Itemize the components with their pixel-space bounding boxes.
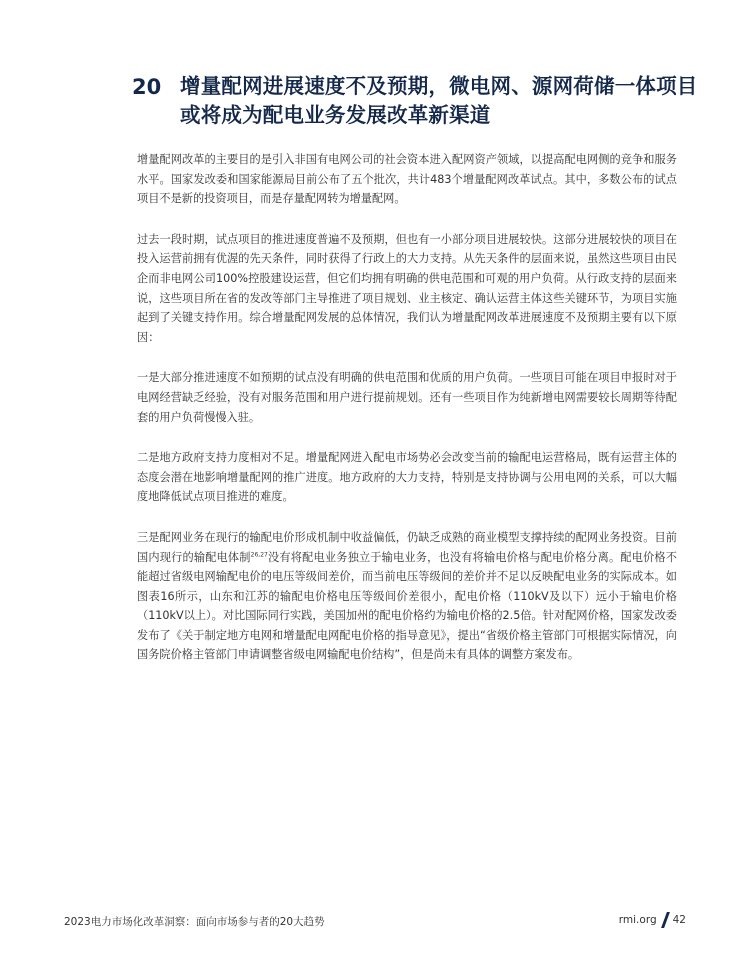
footer-site-link[interactable]: rmi.org (618, 914, 657, 926)
paragraph-reason-three (137, 528, 677, 665)
body-text (137, 150, 677, 686)
paragraph-progress: 过去一段时期，试点项目的推进速度普遍不及预期，但也有一小部分项目进展较快。这部分进展较快的项目在投入运营前拥有优渥的先天条件，同时获得了行政上的大力支持。从先天条件的层面来说，虽然这些项目由民企而非电网公司100%控股建设运营，但它们均拥有明确的供电范围和可观的用户负荷。从行政支持的层面来说，这些项目所在省的发改等部门主导推进了项目规划、业主核定、确认运营主体这些关键环节，为项目实施起到了关键支持作用。综合增量配网发展的总体情况，我们认为增量配网改革进展速度不及预期主要有以下原因： (137, 232, 677, 344)
paragraph-reason-three-part-2: 没有将配电业务独立于输电业务，也没有将输电价格与配电价格分离。配电价格不能超过省级电网输配电价的电压等级间差价，而当前电压等级间的差价并不足以反映配电业务的实际成本。如图表16所示，山东和江苏的输配电价格电压等级间价差很小，配电价格（110kV及以下）远小于输电价格（110kV以上）。对比国际同行实践，美国加州的配电价格约为输电价格的2.5倍。针对配网价格，国家发改委发布了《关于制定地方电网和增量配电网配电价格的指导意见》，提出“省级价格主管部门可根据实际情况，向国务院价格主管部门申请调整省级电网输配电价结构”，但是尚未有具体的调整方案发布。 (137, 550, 677, 662)
paragraph-reason-three-part-1: 三是配网业务在现行的输配电价形成机制中收益偏低，仍缺乏成熟的商业模型支撑持续的配网业务投资。目前国内现行的输配电体制 (137, 530, 677, 564)
footer-page-info (619, 912, 686, 928)
footnote-reference[interactable]: 26,27 (250, 550, 268, 558)
section-title: 增量配网进展速度不及预期，微电网、源网荷储一体项目或将成为配电业务发展改革新渠道 (180, 74, 698, 127)
paragraph-reason-two: 二是地方政府支持力度相对不足。增量配网进入配电市场势必会改变当前的输配电运营格局，既有运营主体的态度会潜在地影响增量配网的推广进度。地方政府的大力支持，特别是支持协调与公用电网的关系，可以大幅度地降低试点项目推进的难度。 (137, 451, 677, 504)
page-footer (64, 912, 686, 932)
section-number: 20 (132, 75, 162, 99)
paragraph-intro: 增量配网改革的主要目的是引入非国有电网公司的社会资本进入配网资产领域，以提高配电网侧的竞争和服务水平。国家发改委和国家能源局目前公布了五个批次，共计483个增量配网改革试点。其中，多数公布的试点项目不是新的投资项目，而是存量配网转为增量配网。 (137, 153, 677, 206)
slash-divider-icon (661, 912, 670, 928)
footer-page-number: 42 (672, 914, 686, 926)
footer-report-title: 2023电力市场化改革洞察：面向市场参与者的20大趋势 (64, 916, 325, 928)
paragraph-reason-one: 一是大部分推进速度不如预期的试点没有明确的供电范围和优质的用户负荷。一些项目可能在项目申报时对于电网经营缺乏经验，没有对服务范围和用户进行提前规划。还有一些项目作为纯新增电网需要较长周期等待配套的用户负荷慢慢入驻。 (137, 371, 677, 424)
